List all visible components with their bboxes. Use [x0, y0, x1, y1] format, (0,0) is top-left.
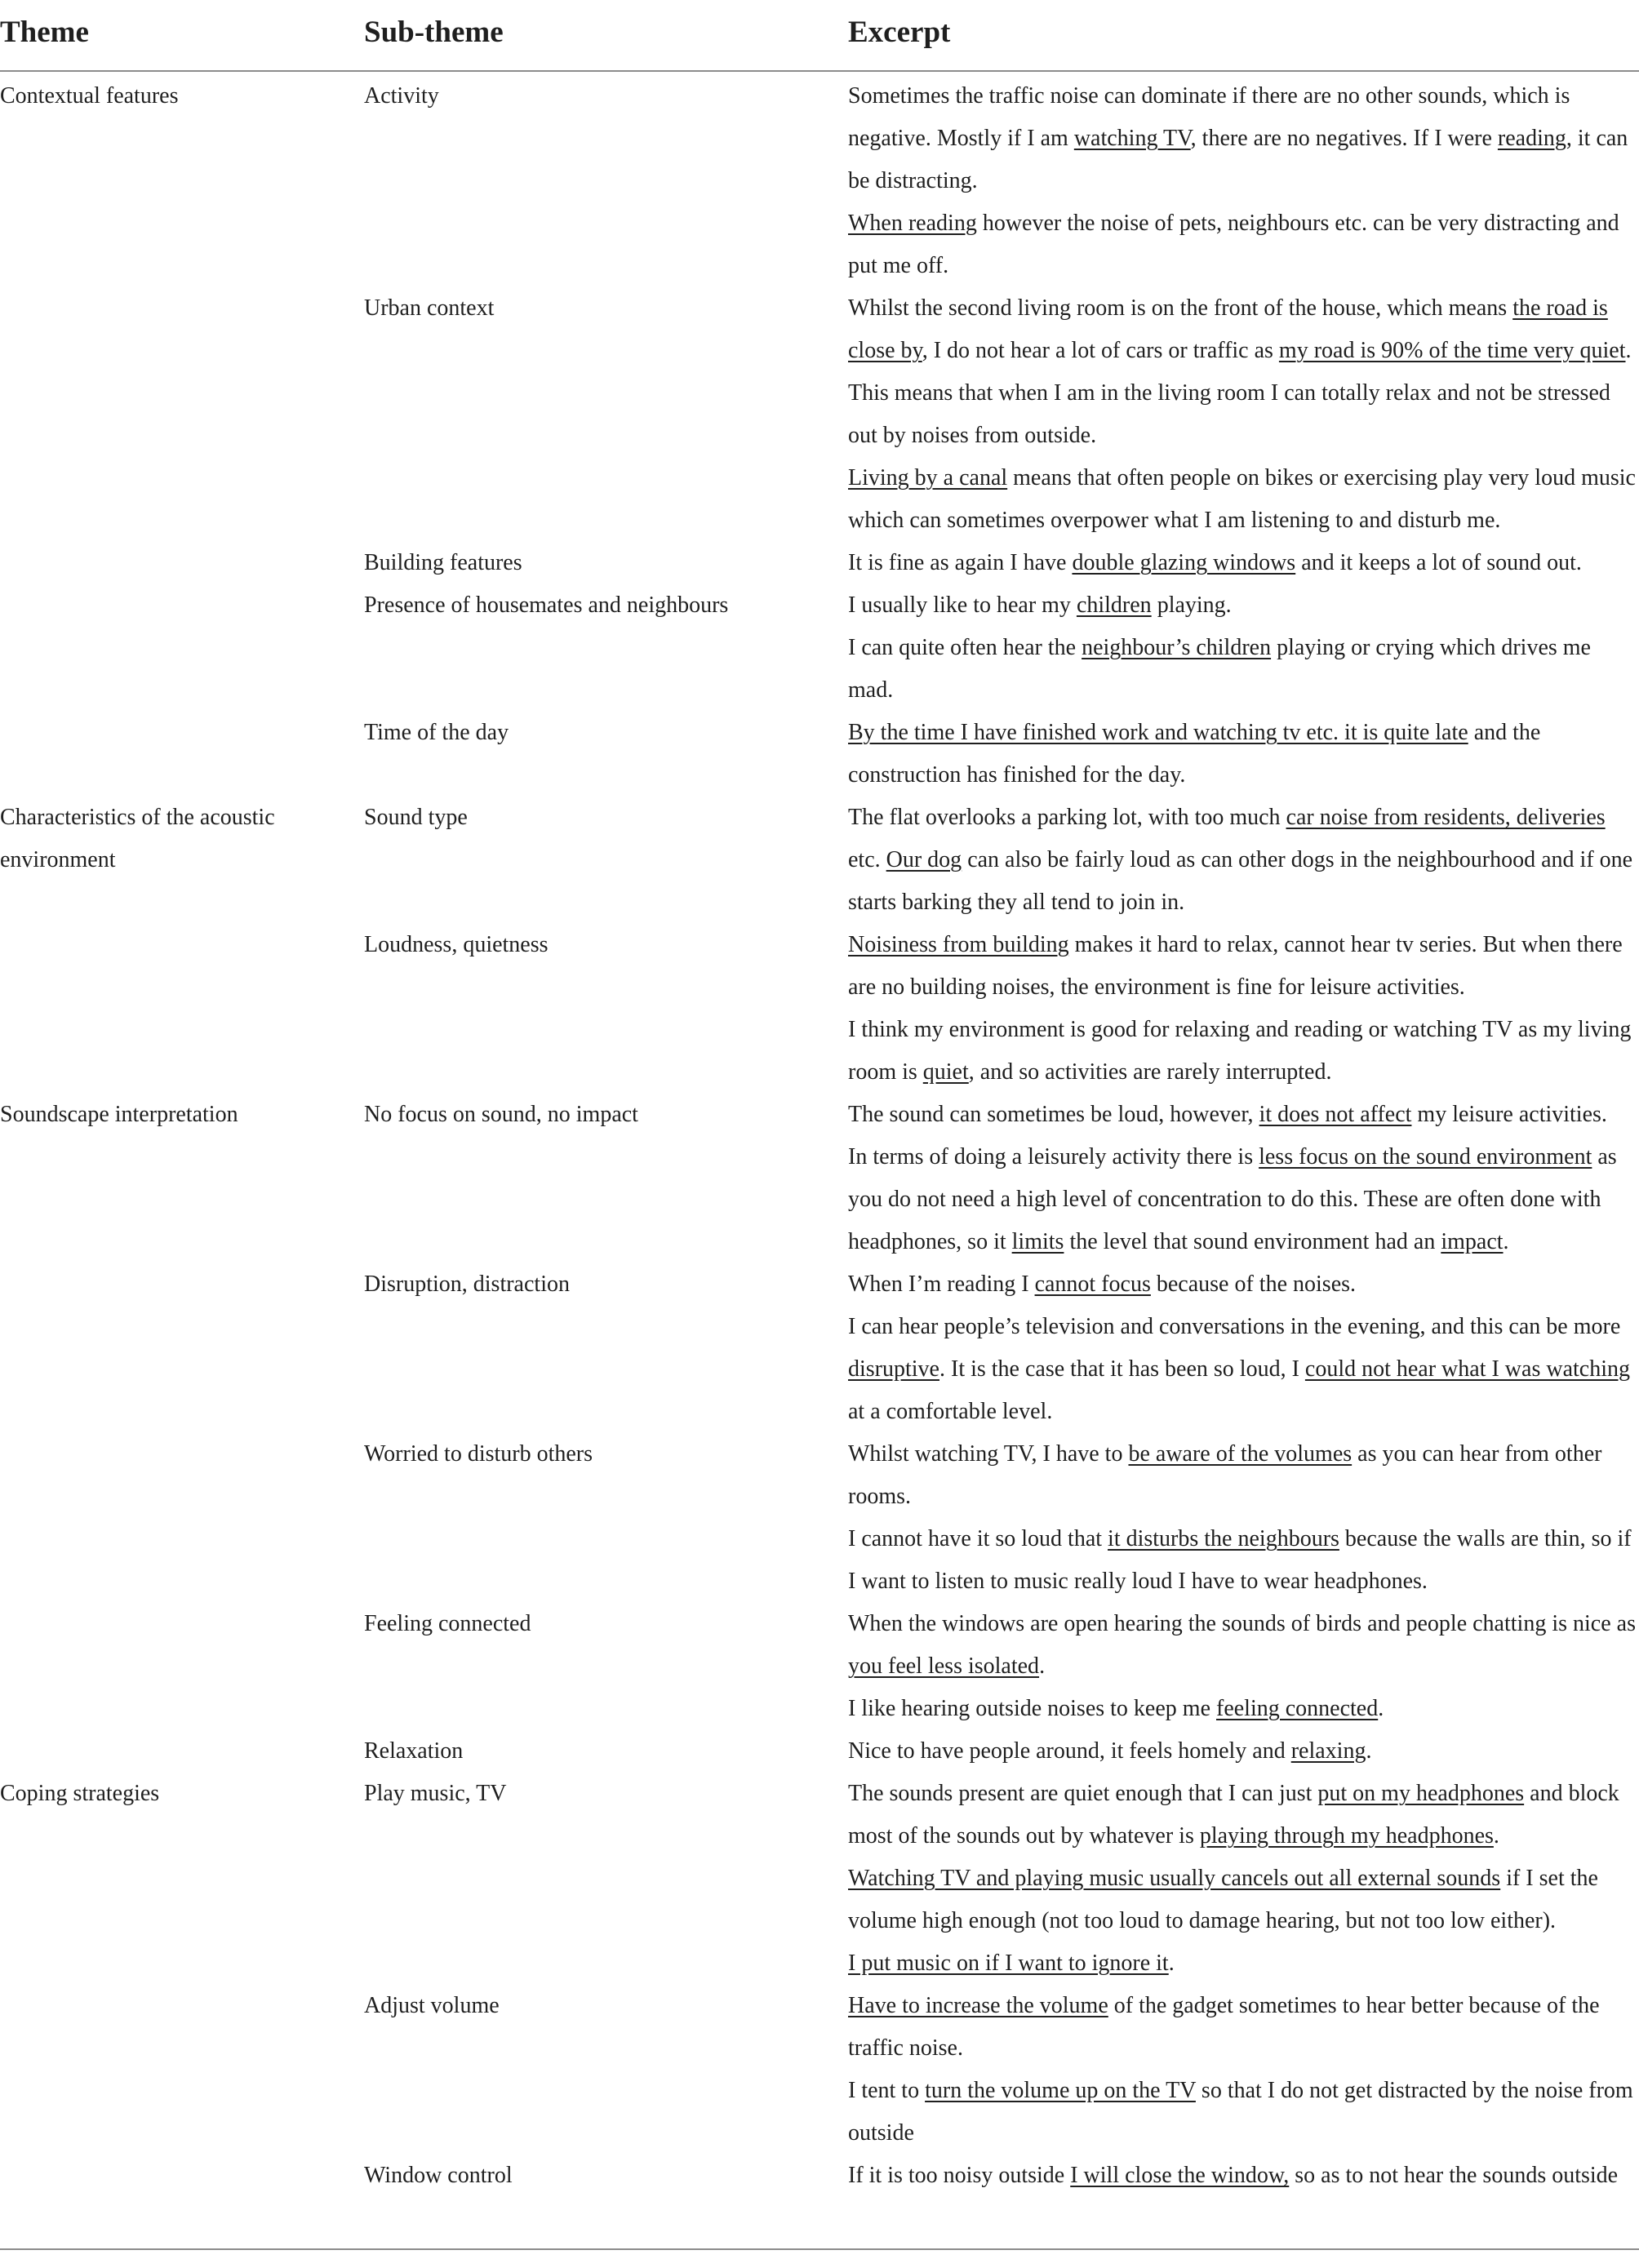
excerpt-highlight: Watching TV and playing music usually cancels out all external sounds [848, 1866, 1501, 1891]
excerpt-segment: . It is the case that it has been so loud, I [939, 1356, 1305, 1382]
header-excerpt: Excerpt [848, 16, 951, 49]
table-row [0, 75, 1639, 287]
subtheme-label: Urban context [364, 295, 495, 321]
table-row [0, 1730, 1639, 1773]
excerpt-highlight: it disturbs the neighbours [1108, 1526, 1339, 1551]
header-theme: Theme [0, 16, 89, 49]
excerpt-highlight: reading [1497, 126, 1566, 151]
excerpt-segment: can also be fairly loud as can other dogs in the neighbourhood and if one starts barking they all tend to join in. [848, 847, 1633, 915]
excerpt-highlight: feeling connected [1216, 1696, 1379, 1721]
excerpt-highlight: it does not affect [1259, 1102, 1412, 1127]
subtheme-label: Sound type [364, 805, 468, 830]
subtheme-label: No focus on sound, no impact [364, 1102, 638, 1127]
excerpt-highlight: Our dog [886, 847, 962, 872]
excerpt-segment: . This means that when I am in the living room I can totally relax and not be stressed out by noises from outside. [848, 338, 1632, 448]
excerpt-text [848, 1942, 1639, 1985]
excerpt-highlight: less focus on the sound environment [1259, 1144, 1592, 1170]
excerpt-segment: and it keeps a lot of sound out. [1295, 550, 1582, 575]
theme-label: Characteristics of the acoustic environment [0, 805, 275, 872]
table-header [0, 0, 1639, 72]
subtheme-label: Loudness, quietness [364, 932, 549, 957]
excerpt-segment: etc. [848, 847, 886, 872]
excerpt-segment: because the walls are thin, so if I want to listen to music really loud I have to wear headphones. [848, 1526, 1632, 1594]
excerpt-highlight: turn the volume up on the TV [925, 2078, 1196, 2103]
table-row [0, 1773, 1639, 1985]
table-row [0, 712, 1639, 797]
subtheme-label: Feeling connected [364, 1611, 531, 1636]
excerpt-segment: , and so activities are rarely interrupted. [968, 1059, 1332, 1085]
excerpt-text [848, 75, 1639, 202]
excerpt-highlight: Have to increase the volume [848, 1993, 1108, 2018]
excerpt-highlight: children [1076, 593, 1152, 618]
excerpt-segment: I think my environment is good for relaxing and reading or watching TV as my living room is [848, 1017, 1632, 1085]
excerpt-highlight: cannot focus [1034, 1272, 1151, 1297]
excerpt-segment: The flat overlooks a parking lot, with too much [848, 805, 1286, 830]
table-body [0, 72, 1639, 2197]
excerpt-highlight: be aware of the volumes [1128, 1441, 1353, 1467]
excerpt-text [848, 1094, 1639, 1136]
excerpt-segment: If it is too noisy outside [848, 2163, 1071, 2188]
table-row [0, 1094, 1639, 1263]
excerpt-highlight: limits [1011, 1229, 1064, 1254]
subtheme-label: Adjust volume [364, 1993, 500, 2018]
excerpt-highlight: could not hear what I was watching [1304, 1356, 1630, 1382]
excerpt-segment: , I do not hear a lot of cars or traffic as [922, 338, 1279, 363]
excerpt-segment: of the gadget sometimes to hear better because of the traffic noise. [848, 1993, 1600, 2061]
excerpt-segment: Sometimes the traffic noise can dominate if there are no other sounds, which is negative. Mostly if I am [848, 83, 1570, 151]
subtheme-label: Disruption, distraction [364, 1272, 570, 1297]
excerpt-text [848, 1857, 1639, 1942]
excerpt-highlight: my road is 90% of the time very quiet [1278, 338, 1626, 363]
excerpt-highlight: double glazing windows [1072, 550, 1296, 575]
excerpt-text [848, 1136, 1639, 1263]
subtheme-label: Worried to disturb others [364, 1441, 593, 1467]
excerpt-text [848, 924, 1639, 1009]
theme-group [0, 1094, 1639, 1773]
table-row [0, 1603, 1639, 1730]
excerpt-text [848, 2070, 1639, 2155]
excerpt-segment: playing. [1151, 593, 1232, 618]
excerpt-text [848, 1518, 1639, 1603]
excerpt-highlight: impact [1441, 1229, 1504, 1254]
excerpt-segment: if I set the volume high enough (not too loud to damage hearing, but not too low either). [848, 1866, 1598, 1933]
excerpt-highlight: relaxing [1290, 1738, 1366, 1764]
excerpt-text [848, 287, 1639, 457]
excerpt-segment: Nice to have people around, it feels homely and [848, 1738, 1291, 1764]
subtheme-label: Activity [364, 83, 439, 109]
table-row [0, 1263, 1639, 1433]
table-row [0, 287, 1639, 542]
excerpt-segment: so that I do not get distracted by the noise from outside [848, 2078, 1633, 2146]
excerpt-segment: In terms of doing a leisurely activity there is [848, 1144, 1259, 1170]
subtheme-label: Building features [364, 550, 522, 575]
subtheme-label: Play music, TV [364, 1781, 507, 1806]
excerpt-segment: I cannot have it so loud that [848, 1526, 1108, 1551]
excerpt-segment: I usually like to hear my [848, 593, 1077, 618]
theme-group [0, 797, 1639, 1094]
excerpt-text [848, 584, 1639, 627]
excerpt-segment: I can hear people’s television and conversations in the evening, and this can be more [848, 1314, 1621, 1339]
excerpt-segment: It is fine as again I have [848, 550, 1073, 575]
excerpt-highlight: Noisiness from building [848, 932, 1069, 957]
excerpt-text [848, 457, 1639, 542]
excerpt-highlight: I put music on if I want to ignore it [848, 1951, 1169, 1976]
excerpt-segment: , it can be distracting. [848, 126, 1628, 193]
excerpt-highlight: I will close the window, [1070, 2163, 1290, 2188]
table-row [0, 542, 1639, 584]
excerpt-text [848, 1263, 1639, 1306]
excerpt-segment: Whilst the second living room is on the front of the house, which means [848, 295, 1513, 321]
excerpt-segment: however the noise of pets, neighbours etc. can be very distracting and put me off. [848, 211, 1619, 278]
theme-group [0, 75, 1639, 797]
excerpt-segment: because of the noises. [1150, 1272, 1357, 1297]
excerpt-highlight: put on my headphones [1317, 1781, 1525, 1806]
excerpt-segment: . [1493, 1823, 1499, 1849]
excerpt-segment: . [1168, 1951, 1175, 1976]
excerpt-text [848, 1009, 1639, 1094]
excerpt-highlight: neighbour’s children [1082, 635, 1272, 660]
excerpt-segment: The sound can sometimes be loud, however, [848, 1102, 1259, 1127]
excerpt-highlight: playing through my headphones [1199, 1823, 1494, 1849]
excerpt-segment: . [1039, 1653, 1046, 1679]
excerpt-text [848, 1603, 1639, 1688]
excerpt-segment: and the construction has finished for the day. [848, 720, 1541, 788]
excerpt-segment: makes it hard to relax, cannot hear tv series. But when there are no building noises, the environment is fine for leisure activities. [848, 932, 1623, 1000]
table-bottom-rule [0, 2248, 1639, 2250]
excerpt-text [848, 627, 1639, 712]
table-row [0, 797, 1639, 924]
theme-group [0, 1773, 1639, 2197]
excerpt-text [848, 202, 1639, 287]
header-subtheme: Sub-theme [364, 16, 504, 49]
excerpt-highlight: Living by a canal [848, 465, 1008, 490]
excerpt-segment: as you can hear from other rooms. [848, 1441, 1602, 1509]
excerpt-text [848, 1306, 1639, 1433]
excerpt-segment: . [1503, 1229, 1509, 1254]
excerpt-segment: . [1366, 1738, 1372, 1764]
excerpt-text [848, 1985, 1639, 2070]
excerpt-segment: Whilst watching TV, I have to [848, 1441, 1129, 1467]
theme-label: Soundscape interpretation [0, 1102, 238, 1127]
excerpt-text [848, 712, 1639, 797]
excerpt-segment: and block most of the sounds out by whatever is [848, 1781, 1619, 1849]
excerpt-segment: so as to not hear the sounds outside [1289, 2163, 1619, 2188]
excerpt-text [848, 542, 1639, 584]
table-row [0, 2155, 1639, 2197]
excerpt-segment: . [1378, 1696, 1384, 1721]
excerpt-highlight: disruptive [848, 1356, 939, 1382]
excerpt-segment: playing or crying which drives me mad. [848, 635, 1591, 703]
excerpt-highlight: By the time I have finished work and watching tv etc. it is quite late [848, 720, 1468, 745]
theme-label: Coping strategies [0, 1781, 160, 1806]
table-row [0, 1985, 1639, 2155]
table-row [0, 1433, 1639, 1603]
excerpt-segment: at a comfortable level. [848, 1399, 1053, 1424]
subtheme-label: Relaxation [364, 1738, 464, 1764]
subtheme-label: Window control [364, 2163, 513, 2188]
excerpt-highlight: the road is close by [848, 295, 1608, 363]
excerpt-highlight: car noise from residents, deliveries [1286, 805, 1606, 830]
excerpt-segment: , there are no negatives. If I were [1190, 126, 1498, 151]
excerpt-segment: I can quite often hear the [848, 635, 1082, 660]
subtheme-label: Presence of housemates and neighbours [364, 593, 729, 618]
excerpt-segment: means that often people on bikes or exercising play very loud music which can sometimes overpower what I am listening to and disturb me. [848, 465, 1636, 533]
excerpt-segment: I like hearing outside noises to keep me [848, 1696, 1216, 1721]
excerpt-segment: my leisure activities. [1411, 1102, 1607, 1127]
excerpt-segment: When I’m reading I [848, 1272, 1035, 1297]
excerpt-segment: the level that sound environment had an [1064, 1229, 1441, 1254]
subtheme-label: Time of the day [364, 720, 509, 745]
theme-label: Contextual features [0, 83, 179, 109]
excerpt-segment: as you do not need a high level of concentration to do this. These are often done with headphones, so it [848, 1144, 1617, 1254]
excerpt-highlight: When reading [848, 211, 977, 236]
excerpt-segment: I tent to [848, 2078, 926, 2103]
excerpt-text [848, 2155, 1639, 2197]
excerpt-segment: The sounds present are quiet enough that I can just [848, 1781, 1318, 1806]
excerpt-text [848, 1773, 1639, 1857]
excerpt-highlight: you feel less isolated [848, 1653, 1040, 1679]
excerpt-highlight: quiet [922, 1059, 969, 1085]
excerpt-text [848, 797, 1639, 924]
table-row [0, 924, 1639, 1094]
excerpt-text [848, 1433, 1639, 1518]
table-row [0, 584, 1639, 712]
excerpt-segment: When the windows are open hearing the sounds of birds and people chatting is nice as [848, 1611, 1636, 1636]
excerpt-highlight: watching TV [1073, 126, 1191, 151]
excerpt-text [848, 1688, 1639, 1730]
excerpt-text [848, 1730, 1639, 1773]
